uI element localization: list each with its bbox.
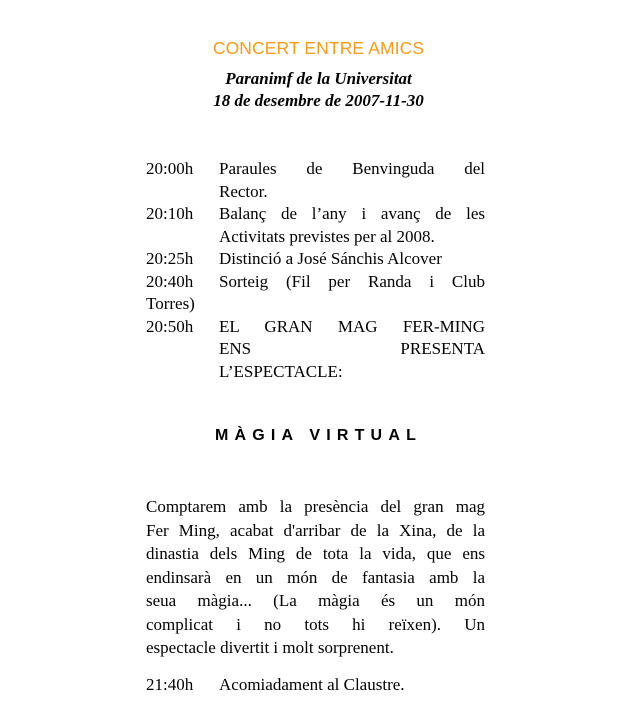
program-line: Sorteig (Fil per Randa i Club [219,271,485,291]
description-line: seua màgia... (La màgia és un món [146,591,485,610]
program-item [146,203,485,248]
program-line: Activitats previstes per al 2008. [219,226,435,246]
program-schedule [146,158,485,383]
program-item [146,271,485,316]
program-time: 20:50h [146,316,194,336]
program-line: Torres) [146,294,195,313]
program-line-first [146,271,485,294]
program-line: Paraules de Benvinguda del [219,159,485,178]
program-item [146,248,485,271]
closing-item [146,674,485,696]
description-line: Comptarem amb la presència del gran mag [146,497,485,516]
program-description [219,248,485,271]
event-date: 18 de desembre de 2007-11-30 [213,91,424,110]
program-line: Rector. [219,181,268,201]
closing-text: Acomiadament al Claustre. [219,675,405,694]
program-line: ENS PRESENTA [219,339,485,358]
show-title: MÀGIA VIRTUAL [214,427,423,444]
program-description [219,158,485,203]
program-time: 20:00h [146,159,194,178]
program-time: 20:10h [146,204,194,223]
program-time: 20:40h [146,271,194,291]
program-item [146,316,485,384]
description-line: dinastia dels Ming de tota la vida, que ens [146,544,485,563]
program-time: 20:25h [146,249,194,268]
program-line: EL GRAN MAG FER-MING [219,316,485,336]
description-line: espectacle divertit i molt sorprenent. [146,638,394,657]
description-line: endinsarà en un món de fantasia amb la [146,567,485,587]
event-title: CONCERT ENTRE AMICS [212,38,425,58]
program-item [146,158,485,203]
program-line: Distinció a José Sánchis Alcover [219,249,442,268]
program-description [219,203,485,248]
program-line: Balanç de l’any i avanç de les [219,204,485,223]
show-description [146,495,485,660]
program-description [219,316,485,384]
program-line: L’ESPECTACLE: [219,361,343,381]
closing-time: 21:40h [146,675,194,694]
description-line: complicat i no tots hi reïxen). Un [146,614,485,634]
event-venue: Paranimf de la Universitat [225,69,412,88]
description-line: Fer Ming, acabat d'arribar de la Xina, de la [146,520,485,540]
